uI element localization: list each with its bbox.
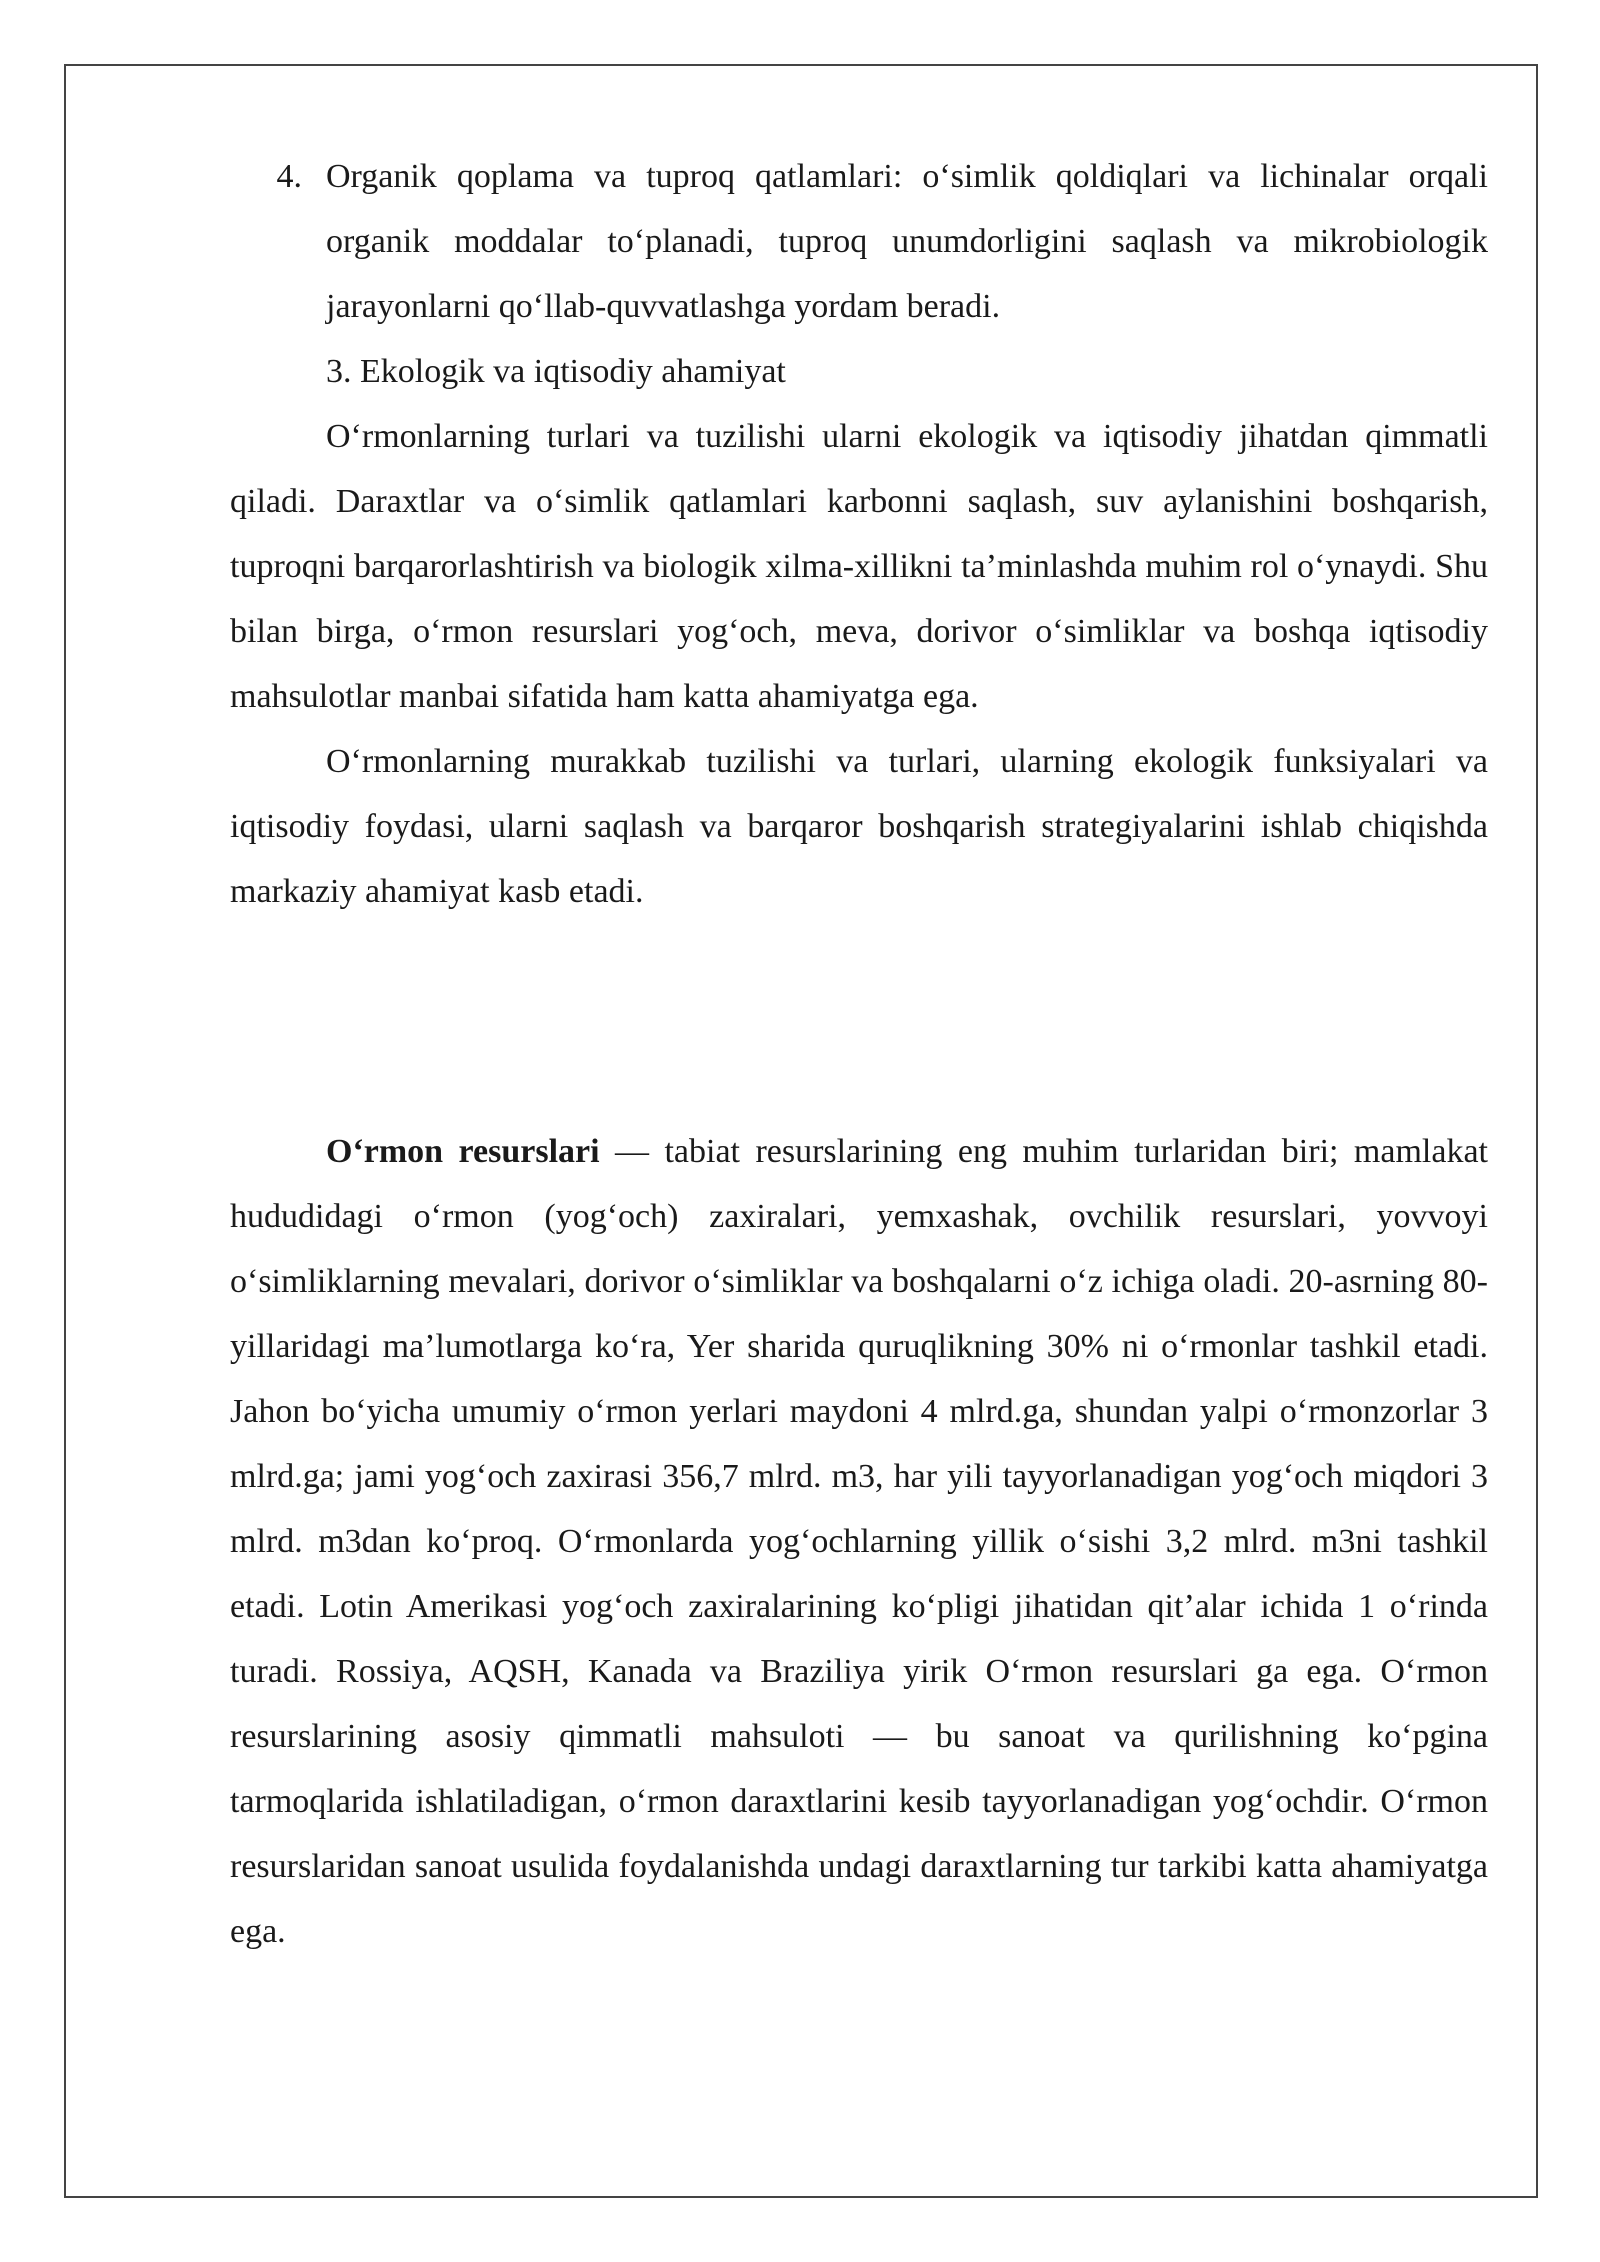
list-item (230, 144, 1488, 339)
vertical-spacer (230, 924, 1488, 1119)
section-heading: 3. Ekologik va iqtisodiy ahamiyat (326, 353, 786, 390)
list-item-number: 4. (276, 158, 302, 195)
paragraph-forest-resources (230, 1119, 1488, 1964)
term-forest-resources: O‘rmon resurslari (326, 1133, 600, 1170)
paragraph-forest-structure: O‘rmonlarning murakkab tuzilishi va turlari, ularning ekologik funksiyalari va iqtisodiy foydasi, ularni saqlash va barqaror boshqarish strategiyalarini ishlab chiqishda markaziy ahamiyat kasb etadi. (230, 743, 1488, 910)
paragraph-ecological-importance: O‘rmonlarning turlari va tuzilishi ularni ekologik va iqtisodiy jihatdan qimmatli qiladi. Daraxtlar va o‘simlik qatlamlari karbonni saqlash, suv aylanishini boshqarish, tuproqni barqarorlashtirish va biologik xilma-xillikni ta’minlashda muhim rol o‘ynaydi. Shu bilan birga, o‘rmon resurslari yog‘och, meva, dorivor o‘simliklar va boshqa iqtisodiy mahsulotlar manbai sifatida ham katta ahamiyatga ega. (230, 418, 1488, 715)
document-body (230, 144, 1488, 1964)
paragraph-forest-resources-text: — tabiat resurslarining eng muhim turlaridan biri; mamlakat hududidagi o‘rmon (yog‘och) zaxiralari, yemxashak, ovchilik resurslari, yovvoyi o‘simliklarning mevalari, dorivor o‘simliklar va boshqalarni o‘z ichiga oladi. 20-asrning 80-yillaridagi ma’lumotlarga ko‘ra, Yer sharida quruqlikning 30% ni o‘rmonlar tashkil etadi. Jahon bo‘yicha umumiy o‘rmon yerlari maydoni 4 mlrd.ga, shundan yalpi o‘rmonzorlar 3 mlrd.ga; jami yog‘och zaxirasi 356,7 mlrd. m3, har yili tayyorlanadigan yog‘och miqdori 3 mlrd. m3dan ko‘proq. O‘rmonlarda yog‘ochlarning yillik o‘sishi 3,2 mlrd. m3ni tashkil etadi. Lotin Amerikasi yog‘och zaxiralarining ko‘pligi jihatidan qit’alar ichida 1 o‘rinda turadi. Rossiya, AQSH, Kanada va Braziliya yirik O‘rmon resurslari ga ega. O‘rmon resurslarining asosiy qimmatli mahsuloti — bu sanoat va qurilishning ko‘pgina tarmoqlarida ishlatiladigan, o‘rmon daraxtlarini kesib tayyorlanadigan yog‘ochdir. O‘rmon resurslaridan sanoat usulida foydalanishda undagi daraxtlarning tur tarkibi katta ahamiyatga ega. (230, 1133, 1488, 1950)
list-item-text: Organik qoplama va tuproq qatlamlari: o‘simlik qoldiqlari va lichinalar orqali organik moddalar to‘planadi, tuproq unumdorligini saqlash va mikrobiologik jarayonlarni qo‘llab-quvvatlashga yordam beradi. (326, 158, 1488, 325)
